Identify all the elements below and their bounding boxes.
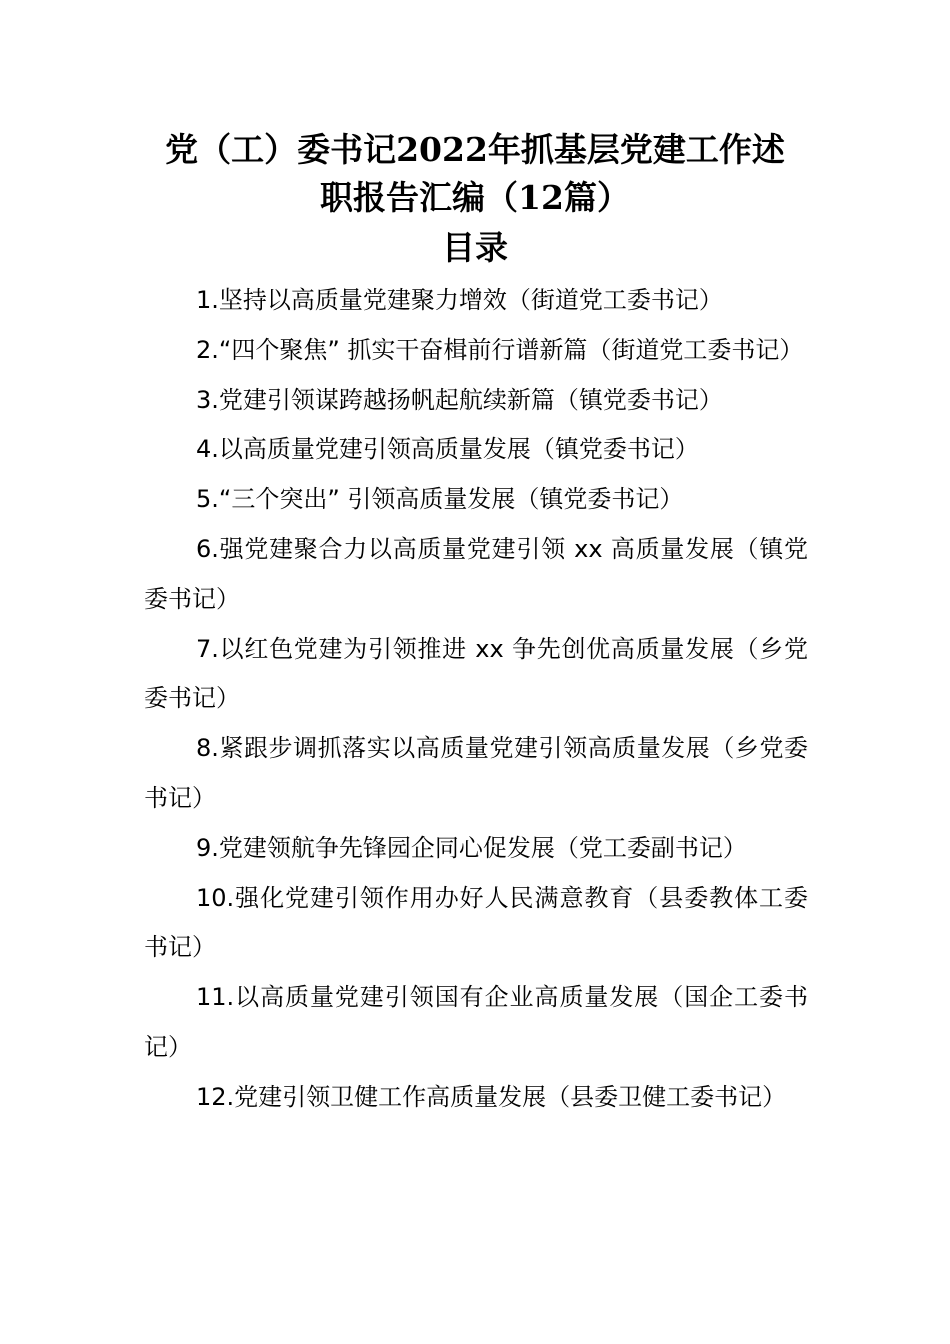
- toc-item-1: 1.坚持以高质量党建聚力增效（街道党工委书记）: [196, 286, 723, 314]
- toc-item-9: 9.党建领航争先锋园企同心促发展（党工委副书记）: [196, 833, 747, 862]
- toc-item-10: 10.强化党建引领作用办好人民满意教育（县委教体工委书记）: [144, 883, 808, 962]
- toc-item-3: 3.党建引领谋跨越扬帆起航续新篇（镇党委书记）: [196, 385, 723, 414]
- table-of-contents: [144, 276, 808, 1123]
- document-title-line-1: 党（工）委书记2022年抓基层党建工作述: [165, 130, 785, 169]
- toc-item-11: 11.以高质量党建引领国有企业高质量发展（国企工委书记）: [144, 983, 808, 1061]
- toc-item-8: 8.紧跟步调抓落实以高质量党建引领高质量发展（乡党委书记）: [144, 734, 808, 812]
- toc-item-6: 6.强党建聚合力以高质量党建引领 xx 高质量发展（镇党委书记）: [144, 534, 808, 613]
- toc-item-2: 2.“四个聚焦” 抓实干奋楫前行谱新篇（街道党工委书记）: [196, 335, 804, 364]
- toc-item-7: 7.以红色党建为引领推进 xx 争先创优高质量发展（乡党委书记）: [144, 634, 808, 713]
- document-title-line-2: 职报告汇编（12篇）: [320, 178, 630, 217]
- toc-heading: 目录: [442, 228, 508, 267]
- toc-item-12: 12.党建引领卫健工作高质量发展（县委卫健工委书记）: [196, 1082, 787, 1111]
- toc-item-5: 5.“三个突出” 引领高质量发展（镇党委书记）: [196, 485, 684, 514]
- toc-item-4: 4.以高质量党建引领高质量发展（镇党委书记）: [196, 435, 699, 464]
